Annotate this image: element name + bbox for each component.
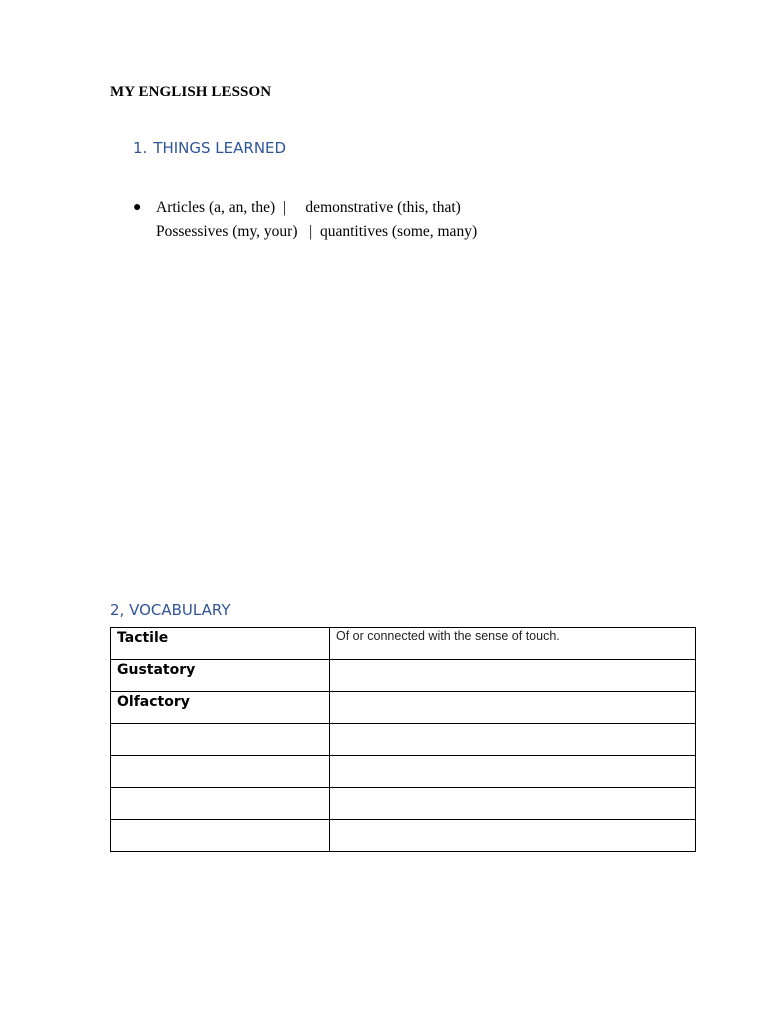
table-row xyxy=(111,692,696,724)
term-cell[interactable] xyxy=(111,756,330,788)
table-row xyxy=(111,788,696,820)
table-row xyxy=(111,820,696,852)
term-cell[interactable] xyxy=(111,660,330,692)
definition-cell[interactable] xyxy=(330,724,696,756)
bullet-icon: ● xyxy=(133,200,142,215)
vocabulary-table xyxy=(110,627,696,852)
term-text xyxy=(111,788,329,789)
term-cell[interactable] xyxy=(111,724,330,756)
section-heading-text: THINGS LEARNED xyxy=(153,139,287,157)
definition-cell[interactable] xyxy=(330,756,696,788)
term-text: Gustatory xyxy=(117,662,196,678)
definition-cell[interactable] xyxy=(330,788,696,820)
section-number: 1. xyxy=(133,139,148,157)
section-heading-things-learned xyxy=(133,139,286,157)
definition-text: Of or connected with the sense of touch. xyxy=(336,629,560,643)
table-row xyxy=(111,724,696,756)
term-cell[interactable] xyxy=(111,820,330,852)
term-cell[interactable] xyxy=(111,692,330,724)
definition-cell[interactable] xyxy=(330,628,696,660)
term-text xyxy=(111,820,329,821)
section-heading-vocabulary: 2, VOCABULARY xyxy=(110,601,231,619)
bullet-line: Articles (a, an, the) | demonstrative (this, that) xyxy=(156,199,461,216)
table-row xyxy=(111,628,696,660)
term-text: Tactile xyxy=(117,630,169,646)
bullet-line: Possessives (my, your) | quantitives (some, many) xyxy=(156,223,478,240)
bullet-item xyxy=(156,196,477,244)
table-row xyxy=(111,756,696,788)
definition-cell[interactable] xyxy=(330,660,696,692)
term-text xyxy=(111,724,329,725)
term-text: Olfactory xyxy=(117,694,190,710)
term-cell[interactable] xyxy=(111,628,330,660)
bullet-list xyxy=(133,196,477,244)
document-title: MY ENGLISH LESSON xyxy=(110,84,272,100)
definition-cell[interactable] xyxy=(330,692,696,724)
term-text xyxy=(111,756,329,757)
definition-cell[interactable] xyxy=(330,820,696,852)
term-cell[interactable] xyxy=(111,788,330,820)
table-row xyxy=(111,660,696,692)
